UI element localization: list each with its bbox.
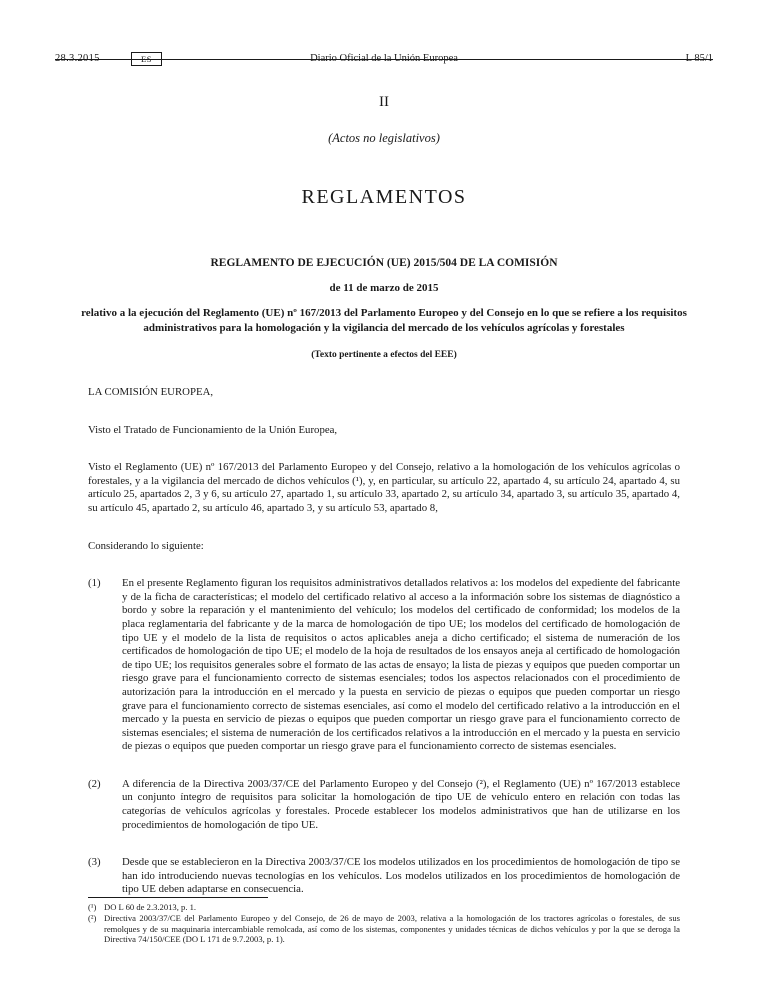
footnote-1: [88, 902, 680, 913]
citation-regulation: Visto el Reglamento (UE) nº 167/2013 del Parlamento Europeo y del Consejo, relativo a la homologación de los vehículos agrícolas o forestales, y a la vigilancia del mercado de dichos vehículos (¹), y, en particular, su artículo 22, apartado 4, su artículo 24, apartado 4, su artículo 25, apartados 2, 3 y 6, su artículo 27, apartado 1, su artículo 33, apartado 2, su artículo 34, apartado 3, su artículo 35, apartado 4, su artículo 45, apartado 2, su artículo 46, apartado 3, y su artículo 53, apartado 8,: [88, 461, 680, 514]
regulation-subject: relativo a la ejecución del Reglamento (UE) nº 167/2013 del Parlamento Europeo y del Consejo en lo que se refiere a los requisitos administrativos para la homologación y la vigilancia del mercado de los vehículos agrícolas y forestales: [81, 307, 687, 334]
regulation-title: REGLAMENTO DE EJECUCIÓN (UE) 2015/504 DE LA COMISIÓN: [210, 257, 558, 269]
footnote-marker: (¹): [88, 902, 97, 913]
recital-text: En el presente Reglamento figuran los requisitos administrativos detallados relativos a: los modelos del expediente del fabricante y de la ficha de características; el modelo del certificado relativo al acceso a la información sobre los sistemas de diagnóstico a bordo y sobre la reparación y el mantenimiento del vehículo; los modelos del certificado de conformidad; los modelos de la placa reglamentaria del fabricante y de la marca de homologación de tipo UE; los modelos del certificado de homologación de tipo UE y el modelo de la lista de requisitos o actos aplicables aneja a dicho certificado; el sistema de numeración de los certificados de homologación de tipo UE; el modelo de la hoja de resultados de los ensayos aneja al certificado de homologación de tipo UE; los requisitos generales sobre el formato de las actas de ensayo; la lista de piezas y equipos que pueden comportar un riesgo grave para el funcionamiento correcto de sistemas esenciales; todos los aspectos relacionados con el procedimiento de autorización para la introducción en el mercado y la puesta en servicio de piezas o equipos que pueden comportar un riesgo grave para el funcionamiento correcto de sistemas esenciales, así como el modelo del certificado relativo a la introducción en el mercado y la puesta en servicio de piezas o equipos que pueden comportar un riesgo grave para el funcionamiento correcto de sistemas esenciales; el sistema de numeración de los certificados relativos a la introducción en el mercado y la puesta en servicio de piezas o equipos que pueden comportar un riesgo grave para el funcionamiento correcto de sistemas esenciales.: [122, 577, 680, 753]
footnote-divider: [88, 897, 268, 898]
recital-number: (3): [88, 856, 101, 869]
section-heading: REGLAMENTOS: [301, 186, 467, 208]
considerando-line: Considerando lo siguiente:: [88, 539, 204, 552]
recital-2: [88, 778, 680, 832]
recital-number: (1): [88, 577, 101, 590]
recital-text: Desde que se establecieron en la Directiva 2003/37/CE los modelos utilizados en los procedimientos de homologación de tipo se han ido introduciendo nuevas tecnologías en los vehículos. Los modelos utilizados en los procedimientos de homologación de tipo UE deben adaptarse en consecuencia.: [122, 856, 680, 896]
citation-treaty: Visto el Tratado de Funcionamiento de la Unión Europea,: [88, 423, 338, 436]
regulation-eee-note: (Texto pertinente a efectos del EEE): [311, 350, 457, 360]
opening-line: LA COMISIÓN EUROPEA,: [88, 386, 214, 398]
recital-text: A diferencia de la Directiva 2003/37/CE del Parlamento Europeo y del Consejo (²), el Reglamento (UE) nº 167/2013 establece un conjunto íntegro de requisitos para solicitar la homologación de tipo UE de vehículo entero en relación con todas las categorías de vehículos agrícolas y forestales. Procede establecer los modelos administrativos que han de utilizarse en los procedimientos de homologación de tipo UE.: [122, 777, 680, 831]
language-badge: ES: [131, 52, 162, 66]
section-subtitle: (Actos no legislativos): [328, 131, 440, 145]
page-reference: L 85/1: [685, 53, 713, 64]
recital-1: [88, 577, 680, 754]
footnote-2: [88, 913, 680, 945]
recital-3: [88, 856, 680, 897]
recital-number: (2): [88, 777, 101, 790]
header-date: 28.3.2015: [55, 53, 100, 64]
footnote-text: Directiva 2003/37/CE del Parlamento Europeo y del Consejo, de 26 de mayo de 2003, relativa a la homologación de los tractores agrícolas o forestales, de sus remolques y de su maquinaria intercambiable remolcada, así como de los sistemas, componentes y unidades técnicas de dichos vehículos y por la que se deroga la Directiva 74/150/CEE (DO L 171 de 9.7.2003, p. 1).: [104, 912, 680, 945]
footnote-marker: (²): [88, 912, 97, 923]
section-numeral: II: [379, 94, 389, 110]
footnotes-section: [88, 897, 680, 945]
regulation-date: de 11 de marzo de 2015: [329, 282, 439, 294]
journal-title: Diario Oficial de la Unión Europea: [310, 53, 458, 64]
document-body: [88, 360, 680, 897]
footnote-text: DO L 60 de 2.3.2013, p. 1.: [104, 902, 197, 913]
